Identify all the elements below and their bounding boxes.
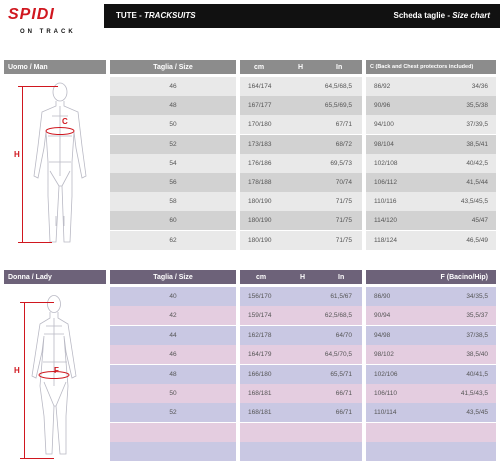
man-header-h: H (298, 63, 304, 71)
man-chest-cell (366, 154, 496, 173)
man-height-cell (240, 115, 362, 134)
lady-size-cell: 48 (110, 365, 236, 384)
man-height-cell (240, 173, 362, 192)
lady-height-in: 66/71 (335, 409, 352, 416)
man-height-cm: 167/177 (248, 102, 272, 109)
lady-header-height (240, 270, 362, 284)
man-chest-cell (366, 135, 496, 154)
lady-empty-height-cell (240, 423, 362, 442)
lady-height-cell (240, 384, 362, 403)
man-header-in: In (336, 63, 343, 71)
man-header-chest: C (Back and Chest protectors included) (366, 60, 496, 74)
man-silhouette-icon (4, 76, 106, 248)
lady-size-cell: 40 (110, 287, 236, 306)
page-header (0, 0, 500, 40)
man-height-cell (240, 135, 362, 154)
man-chest-cell (366, 211, 496, 230)
man-chest-cm: 94/100 (374, 121, 394, 128)
man-chest-cm: 90/96 (374, 102, 391, 109)
man-height-cell (240, 77, 362, 96)
lady-height-cell (240, 365, 362, 384)
man-height-in: 70/74 (335, 179, 352, 186)
man-height-in: 69,5/73 (330, 160, 352, 167)
lady-height-cm: 159/174 (248, 312, 272, 319)
man-height-cell (240, 231, 362, 250)
size-chart-prefix: Scheda taglie - (393, 11, 453, 20)
lady-empty-size-cell (110, 423, 236, 442)
man-chest-in: 40/42,5 (466, 160, 488, 167)
lady-hip-cell (366, 403, 496, 422)
man-chest-in: 34/36 (471, 83, 488, 90)
logo-subtitle: ON TRACK (20, 29, 76, 35)
man-chest-cm: 110/116 (374, 198, 397, 205)
lady-hip-cell (366, 306, 496, 325)
man-chest-cell (366, 96, 496, 115)
lady-height-top-tick (20, 302, 54, 303)
size-chart-italic: Size chart (452, 11, 490, 20)
lady-hip-in: 34/35,5 (466, 293, 488, 300)
man-chest-in: 46,5/49 (466, 237, 488, 244)
lady-hip-cm: 86/90 (374, 293, 391, 300)
man-height-cm: 164/174 (248, 83, 272, 90)
logo-wordmark: SPIDI (8, 6, 55, 23)
man-header-size: Taglia / Size (110, 60, 236, 74)
lady-f-marker: F (54, 366, 59, 375)
man-height-top-tick (18, 86, 58, 87)
lady-hip-cm: 110/114 (374, 409, 397, 416)
lady-height-in: 65,5/71 (330, 371, 352, 378)
lady-header-size: Taglia / Size (110, 270, 236, 284)
man-chest-in: 41,5/44 (466, 179, 488, 186)
lady-height-cell (240, 345, 362, 364)
man-height-line (22, 86, 23, 242)
lady-hip-in: 35,5/37 (466, 312, 488, 319)
man-chest-in: 43,5/45,5 (460, 198, 488, 205)
lady-height-cell (240, 326, 362, 345)
lady-height-bottom-tick (20, 458, 54, 459)
man-chest-in: 45/47 (471, 217, 488, 224)
lady-height-in: 64/70 (335, 332, 352, 339)
man-size-cell: 52 (110, 135, 236, 154)
man-chest-in: 38,5/41 (466, 141, 488, 148)
man-size-cell: 62 (110, 231, 236, 250)
size-chart-title (394, 11, 490, 20)
man-chest-cm: 86/92 (374, 83, 391, 90)
lady-hip-in: 43,5/45 (466, 409, 488, 416)
lady-height-cm: 164/179 (248, 351, 272, 358)
man-chest-cm: 114/120 (374, 217, 398, 224)
man-size-cell: 50 (110, 115, 236, 134)
lady-header-hip: F (Bacino/Hip) (366, 270, 496, 284)
lady-hip-cell (366, 287, 496, 306)
lady-size-cell: 50 (110, 384, 236, 403)
man-header-cm: cm (254, 63, 265, 71)
man-height-bottom-tick (18, 242, 52, 243)
man-size-cell: 48 (110, 96, 236, 115)
man-height-in: 68/72 (335, 141, 352, 148)
lady-height-cm: 166/180 (248, 371, 272, 378)
man-chest-in: 37/39,5 (466, 121, 488, 128)
lady-size-cell: 46 (110, 345, 236, 364)
man-height-cell (240, 192, 362, 211)
man-section-label: Uomo / Man (4, 60, 106, 74)
man-h-marker: H (14, 150, 20, 159)
title-prefix: TUTE - (116, 11, 144, 20)
lady-height-in: 61,5/67 (330, 293, 352, 300)
man-c-marker: C (62, 117, 68, 126)
lady-height-cell (240, 403, 362, 422)
brand-logo (0, 0, 104, 40)
lady-height-cm: 168/181 (248, 390, 272, 397)
man-size-cell: 46 (110, 77, 236, 96)
lady-header-in: In (338, 273, 345, 281)
man-chest-cell (366, 231, 496, 250)
lady-hip-cm: 94/98 (374, 332, 391, 339)
man-height-cm: 170/180 (248, 121, 272, 128)
man-size-cell: 56 (110, 173, 236, 192)
lady-hip-cm: 98/102 (374, 351, 394, 358)
lady-size-cell: 52 (110, 403, 236, 422)
lady-height-cell (240, 306, 362, 325)
man-chest-cm: 98/104 (374, 141, 394, 148)
man-header-height (240, 60, 362, 74)
man-height-in: 65,5/69,5 (324, 102, 352, 109)
lady-empty-height-cell (240, 442, 362, 461)
man-height-cm: 180/190 (248, 198, 272, 205)
lady-empty-hip-cell (366, 423, 496, 442)
man-height-cm: 178/188 (248, 179, 272, 186)
man-size-cell: 60 (110, 211, 236, 230)
lady-hip-cm: 102/106 (374, 371, 398, 378)
man-height-cm: 173/183 (248, 141, 272, 148)
lady-height-in: 64,5/70,5 (324, 351, 352, 358)
lady-hip-cell (366, 384, 496, 403)
lady-hip-cell (366, 326, 496, 345)
lady-h-marker: H (14, 366, 20, 375)
lady-height-line (24, 302, 25, 458)
lady-height-cm: 168/181 (248, 409, 272, 416)
man-size-cell: 58 (110, 192, 236, 211)
man-height-cm: 180/190 (248, 217, 272, 224)
man-size-cell: 54 (110, 154, 236, 173)
lady-empty-size-cell (110, 442, 236, 461)
man-chest-cell (366, 192, 496, 211)
lady-hip-in: 41,5/43,5 (460, 390, 488, 397)
lady-empty-hip-cell (366, 442, 496, 461)
lady-height-cell (240, 287, 362, 306)
lady-hip-in: 40/41,5 (466, 371, 488, 378)
lady-height-in: 66/71 (335, 390, 352, 397)
lady-hip-in: 37/38,5 (466, 332, 488, 339)
man-chest-cm: 118/124 (374, 237, 398, 244)
man-chest-in: 35,5/38 (466, 102, 488, 109)
lady-hip-cm: 90/94 (374, 312, 391, 319)
lady-header-h: H (300, 273, 306, 281)
man-height-in: 71/75 (335, 217, 352, 224)
man-height-in: 71/75 (335, 237, 352, 244)
man-height-cell (240, 154, 362, 173)
lady-section-label: Donna / Lady (4, 270, 106, 284)
man-chest-cm: 102/108 (374, 160, 398, 167)
page-title (116, 11, 196, 20)
title-italic: TRACKSUITS (144, 11, 196, 20)
lady-size-cell: 44 (110, 326, 236, 345)
man-height-cm: 180/190 (248, 237, 272, 244)
lady-height-cm: 162/178 (248, 332, 272, 339)
man-chest-cell (366, 173, 496, 192)
lady-header-cm: cm (256, 273, 267, 281)
lady-hip-cell (366, 345, 496, 364)
man-height-in: 67/71 (335, 121, 352, 128)
lady-height-in: 62,5/68,5 (324, 312, 352, 319)
man-height-in: 64,5/68,5 (324, 83, 352, 90)
lady-hip-in: 38,5/40 (466, 351, 488, 358)
man-chest-cm: 106/112 (374, 179, 398, 186)
man-height-in: 71/75 (335, 198, 352, 205)
man-chest-cell (366, 115, 496, 134)
lady-hip-cm: 106/110 (374, 390, 398, 397)
man-height-cell (240, 96, 362, 115)
man-height-cm: 176/186 (248, 160, 272, 167)
man-height-cell (240, 211, 362, 230)
man-figure (4, 76, 106, 248)
man-chest-cell (366, 77, 496, 96)
lady-hip-cell (366, 365, 496, 384)
lady-size-cell: 42 (110, 306, 236, 325)
lady-height-cm: 156/170 (248, 293, 272, 300)
